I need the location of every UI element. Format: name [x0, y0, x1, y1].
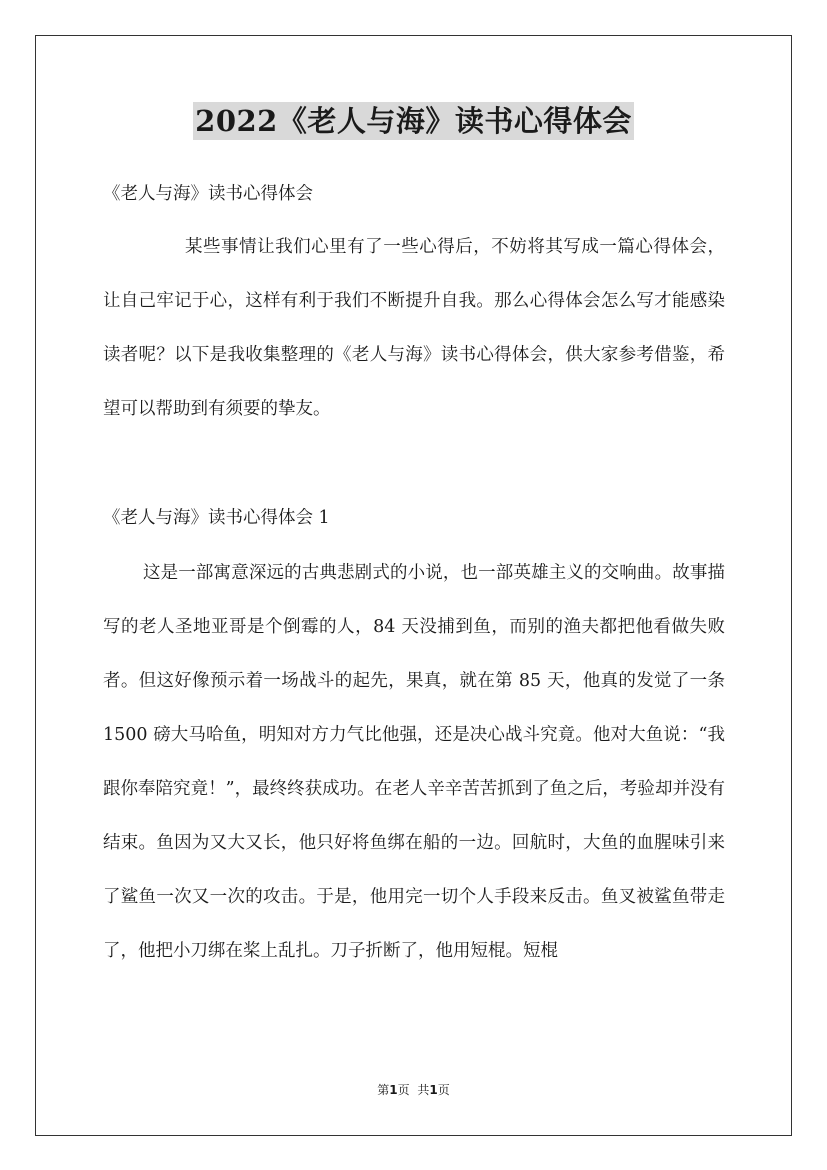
document-subtitle: 《老人与海》读书心得体会: [103, 184, 313, 204]
footer-page-number: 1: [389, 1083, 398, 1097]
document-title: [0, 99, 827, 143]
intro-paragraph: 某些事情让我们心里有了一些心得后，不妨将其写成一篇心得体会，让自己牢记于心，这样有利于我们不断提升自我。那么心得体会怎么写才能感染读者呢？以下是我收集整理的《老人与海》读书心得体会，供大家参考借鉴，希望可以帮助到有须要的挚友。: [103, 237, 725, 419]
footer-page-prefix: 第: [377, 1083, 390, 1097]
footer-total-suffix: 页: [437, 1083, 450, 1097]
section-body-paragraph: 这是一部寓意深远的古典悲剧式的小说，也一部英雄主义的交响曲。故事描写的老人圣地亚哥是个倒霉的人，84 天没捕到鱼，而别的渔夫都把他看做失败者。但这好像预示着一场战斗的起先，果真，就在第 85 天，他真的发觉了一条 1500 磅大马哈鱼，明知对方力气比他强，还是决心战斗究竟。他对大鱼说：“我跟你奉陪究竟！”，最终终获成功。在老人辛辛苦苦抓到了鱼之后，考验却并没有结束。鱼因为又大又长，他只好将鱼绑在船的一边。回航时，大鱼的血腥味引来了鲨鱼一次又一次的攻击。于是，他用完一切个人手段来反击。鱼叉被鲨鱼带走了，他把小刀绑在桨上乱扎。刀子折断了，他用短棍。短棍: [103, 563, 725, 961]
section-heading: 《老人与海》读书心得体会 1: [103, 508, 330, 528]
document-title-text: 2022《老人与海》读书心得体会: [195, 104, 632, 138]
footer-total-prefix: 共: [417, 1083, 430, 1097]
page-footer: [0, 1080, 827, 1100]
footer-total-pages: 1: [429, 1083, 438, 1097]
footer-page-suffix: 页: [397, 1083, 410, 1097]
